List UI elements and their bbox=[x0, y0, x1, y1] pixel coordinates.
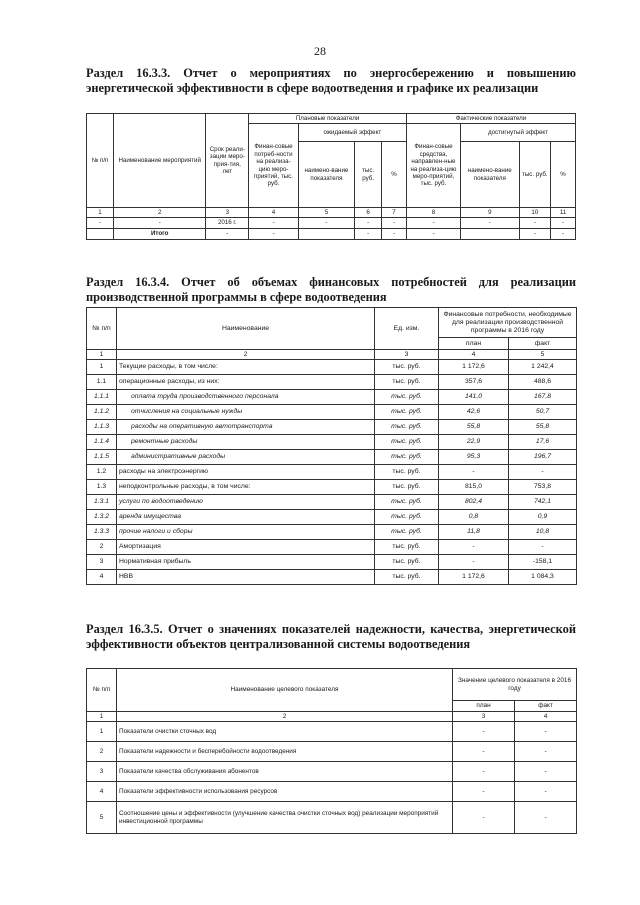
cell: - bbox=[551, 218, 576, 229]
row-plan: - bbox=[453, 802, 515, 834]
cell: - bbox=[382, 218, 407, 229]
total-label: Итого bbox=[114, 229, 206, 240]
row-unit: тыс. руб. bbox=[375, 405, 439, 420]
header-num: № п/п bbox=[87, 669, 117, 712]
row-unit: тыс. руб. bbox=[375, 435, 439, 450]
col-number: 2 bbox=[117, 712, 453, 722]
row-num: 1.1.2 bbox=[87, 405, 117, 420]
row-plan: - bbox=[453, 742, 515, 762]
row-name: Показатели надежности и бесперебойности водоотведения bbox=[117, 742, 453, 762]
row-unit: тыс. руб. bbox=[375, 495, 439, 510]
row-fact: -158,1 bbox=[509, 555, 577, 570]
col-number: 4 bbox=[439, 350, 509, 360]
column-numbers-row bbox=[87, 208, 576, 218]
row-unit: тыс. руб. bbox=[375, 450, 439, 465]
row-num: 3 bbox=[87, 555, 117, 570]
column-numbers-row bbox=[87, 712, 577, 722]
header-plan: план bbox=[453, 701, 515, 712]
cell bbox=[461, 229, 520, 240]
section-heading-16-3-4: Раздел 16.3.4. Отчет об объемах финансовых потребностей для реализации производственной программы в сфере водоотведения bbox=[86, 275, 576, 304]
col-number: 5 bbox=[298, 208, 354, 218]
row-plan: 1 172,6 bbox=[439, 570, 509, 585]
row-name: услуги по водоотведению bbox=[117, 495, 375, 510]
table-row bbox=[87, 435, 577, 450]
row-fact: 50,7 bbox=[509, 405, 577, 420]
row-name: Соотношение цены и эффективности (улучшение качества очистки сточных вод) реализации мероприятий инвестиционной программы bbox=[117, 802, 453, 834]
header-name: Наименование мероприятий bbox=[114, 114, 206, 208]
row-unit: тыс. руб. bbox=[375, 525, 439, 540]
row-name: НВВ bbox=[117, 570, 375, 585]
row-unit: тыс. руб. bbox=[375, 360, 439, 375]
row-unit: тыс. руб. bbox=[375, 390, 439, 405]
cell: - bbox=[519, 218, 551, 229]
col-number: 2 bbox=[117, 350, 375, 360]
section-heading-16-3-3: Раздел 16.3.3. Отчет о мероприятиях по энергосбережению и повышению энергетической эффективности в сфере водоотведения и графике их реализации bbox=[86, 66, 576, 95]
cell: - bbox=[519, 229, 551, 240]
col-number: 1 bbox=[87, 350, 117, 360]
header-ind-name: наимено-вание показателя bbox=[461, 142, 520, 208]
row-plan: 95,3 bbox=[439, 450, 509, 465]
col-number: 11 bbox=[551, 208, 576, 218]
col-number: 3 bbox=[206, 208, 249, 218]
header-thous-rub: тыс. руб. bbox=[355, 142, 382, 208]
table-row bbox=[87, 465, 577, 480]
header-fact: факт bbox=[509, 338, 577, 350]
row-num: 1.3.1 bbox=[87, 495, 117, 510]
header-unit: Ед. изм. bbox=[375, 308, 439, 350]
row-name: Показатели эффективности использования ресурсов bbox=[117, 782, 453, 802]
row-plan: 42,6 bbox=[439, 405, 509, 420]
row-num: 1.1.1 bbox=[87, 390, 117, 405]
row-name: Нормативная прибыль bbox=[117, 555, 375, 570]
col-number: 1 bbox=[87, 712, 117, 722]
row-num: 1 bbox=[87, 360, 117, 375]
row-fact: 10,8 bbox=[509, 525, 577, 540]
row-unit: тыс. руб. bbox=[375, 540, 439, 555]
col-number: 10 bbox=[519, 208, 551, 218]
row-unit: тыс. руб. bbox=[375, 570, 439, 585]
row-plan: 802,4 bbox=[439, 495, 509, 510]
table-row bbox=[87, 722, 577, 742]
header-achieved-effect: достигнутый эффект bbox=[461, 124, 576, 142]
row-num: 1.1.5 bbox=[87, 450, 117, 465]
table-row bbox=[87, 480, 577, 495]
target-indicators-table bbox=[86, 668, 577, 834]
row-fact: 753,8 bbox=[509, 480, 577, 495]
row-fact: 55,8 bbox=[509, 420, 577, 435]
table-row bbox=[87, 742, 577, 762]
cell: - bbox=[406, 229, 460, 240]
table-row bbox=[87, 762, 577, 782]
header-expected-effect: ожидаемый эффект bbox=[298, 124, 406, 142]
row-num: 1.1.3 bbox=[87, 420, 117, 435]
row-name: расходы на электроэнергию bbox=[117, 465, 375, 480]
col-number: 4 bbox=[515, 712, 577, 722]
table-row bbox=[87, 570, 577, 585]
cell: - bbox=[355, 229, 382, 240]
cell: - bbox=[355, 218, 382, 229]
table-row bbox=[87, 420, 577, 435]
header-num: № п/п bbox=[87, 308, 117, 350]
table-row bbox=[87, 375, 577, 390]
row-fact: 742,1 bbox=[509, 495, 577, 510]
table-row bbox=[87, 390, 577, 405]
row-name: оплата труда производственного персонала bbox=[117, 390, 375, 405]
header-percent: % bbox=[382, 142, 407, 208]
row-fact: - bbox=[509, 465, 577, 480]
cell: - bbox=[87, 218, 114, 229]
table-row bbox=[87, 360, 577, 375]
cell: 2016 г. bbox=[206, 218, 249, 229]
table-row bbox=[87, 555, 577, 570]
header-value: Значение целевого показателя в 2016 году bbox=[453, 669, 577, 701]
row-plan: 357,6 bbox=[439, 375, 509, 390]
row-num: 5 bbox=[87, 802, 117, 834]
row-num: 3 bbox=[87, 762, 117, 782]
header-percent: % bbox=[551, 142, 576, 208]
header-fact: факт bbox=[515, 701, 577, 712]
cell: - bbox=[382, 229, 407, 240]
row-unit: тыс. руб. bbox=[375, 465, 439, 480]
financial-needs-table bbox=[86, 307, 577, 585]
table-row bbox=[87, 802, 577, 834]
row-name: прочие налоги и сборы bbox=[117, 525, 375, 540]
col-number: 1 bbox=[87, 208, 114, 218]
row-plan: - bbox=[453, 782, 515, 802]
col-number: 7 bbox=[382, 208, 407, 218]
table-row bbox=[87, 450, 577, 465]
row-name: операционные расходы, из них: bbox=[117, 375, 375, 390]
section-heading-16-3-5: Раздел 16.3.5. Отчет о значениях показателей надежности, качества, энергетической эффективности объектов централизованной системы водоотведения bbox=[86, 622, 576, 651]
row-unit: тыс. руб. bbox=[375, 510, 439, 525]
header-plan: план bbox=[439, 338, 509, 350]
cell: - bbox=[461, 218, 520, 229]
row-plan: 141,0 bbox=[439, 390, 509, 405]
row-fact: - bbox=[509, 540, 577, 555]
row-name: Показатели качества обслуживания абонентов bbox=[117, 762, 453, 782]
row-name: Показатели очистки сточных вод bbox=[117, 722, 453, 742]
row-plan: - bbox=[439, 540, 509, 555]
cell: - bbox=[206, 229, 249, 240]
row-num: 1.3 bbox=[87, 480, 117, 495]
header-fact-group: Фактические показатели bbox=[406, 114, 575, 124]
row-name: Текущие расходы, в том числе: bbox=[117, 360, 375, 375]
row-fact: - bbox=[515, 722, 577, 742]
col-number: 5 bbox=[509, 350, 577, 360]
row-name: ремонтные расходы bbox=[117, 435, 375, 450]
row-num: 1.3.3 bbox=[87, 525, 117, 540]
header-plan-fin: Финан-совые потреб-ности на реализа-цию меро-приятий, тыс. руб. bbox=[249, 124, 299, 208]
row-name: отчисления на социальные нужды bbox=[117, 405, 375, 420]
cell bbox=[87, 229, 114, 240]
row-name: Амортизация bbox=[117, 540, 375, 555]
row-fact: 0,9 bbox=[509, 510, 577, 525]
row-num: 1.2 bbox=[87, 465, 117, 480]
row-name: административные расходы bbox=[117, 450, 375, 465]
row-unit: тыс. руб. bbox=[375, 375, 439, 390]
col-number: 4 bbox=[249, 208, 299, 218]
row-num: 1.1 bbox=[87, 375, 117, 390]
header-name: Наименование bbox=[117, 308, 375, 350]
row-plan: - bbox=[453, 722, 515, 742]
col-number: 3 bbox=[375, 350, 439, 360]
row-plan: 0,8 bbox=[439, 510, 509, 525]
row-num: 1.1.4 bbox=[87, 435, 117, 450]
column-numbers-row bbox=[87, 350, 577, 360]
header-name: Наименование целевого показателя bbox=[117, 669, 453, 712]
row-fact: - bbox=[515, 762, 577, 782]
row-fact: - bbox=[515, 782, 577, 802]
cell: - bbox=[406, 218, 460, 229]
header-plan-group: Плановые показатели bbox=[249, 114, 407, 124]
row-name: расходы на оперативную автотранспорта bbox=[117, 420, 375, 435]
table-row bbox=[87, 218, 576, 229]
energy-saving-measures-table bbox=[86, 113, 576, 240]
row-fact: 196,7 bbox=[509, 450, 577, 465]
row-plan: - bbox=[439, 465, 509, 480]
row-num: 1.3.2 bbox=[87, 510, 117, 525]
col-number: 2 bbox=[114, 208, 206, 218]
row-fact: - bbox=[515, 802, 577, 834]
row-num: 2 bbox=[87, 540, 117, 555]
page-number: 28 bbox=[314, 44, 326, 58]
row-plan: 55,8 bbox=[439, 420, 509, 435]
row-num: 1 bbox=[87, 722, 117, 742]
col-number: 9 bbox=[461, 208, 520, 218]
row-fact: 488,6 bbox=[509, 375, 577, 390]
table-row bbox=[87, 782, 577, 802]
table-row bbox=[87, 525, 577, 540]
table-row bbox=[87, 540, 577, 555]
row-num: 4 bbox=[87, 570, 117, 585]
col-number: 8 bbox=[406, 208, 460, 218]
row-fact: 1 242,4 bbox=[509, 360, 577, 375]
header-fact-fin: Финан-совые средства, направлен-ные на реализа-цию меро-приятий, тыс. руб. bbox=[406, 124, 460, 208]
cell bbox=[298, 229, 354, 240]
table-row bbox=[87, 405, 577, 420]
cell: - bbox=[249, 229, 299, 240]
row-plan: 22,9 bbox=[439, 435, 509, 450]
row-num: 4 bbox=[87, 782, 117, 802]
cell: - bbox=[298, 218, 354, 229]
row-plan: - bbox=[439, 555, 509, 570]
row-plan: 11,8 bbox=[439, 525, 509, 540]
row-fact: 167,8 bbox=[509, 390, 577, 405]
table-row bbox=[87, 495, 577, 510]
header-ind-name: наимено-вание показателя bbox=[298, 142, 354, 208]
col-number: 3 bbox=[453, 712, 515, 722]
header-thous-rub: тыс. руб. bbox=[519, 142, 551, 208]
row-num: 2 bbox=[87, 742, 117, 762]
row-name: неподконтрольные расходы, в том числе: bbox=[117, 480, 375, 495]
total-row bbox=[87, 229, 576, 240]
cell: - bbox=[114, 218, 206, 229]
row-unit: тыс. руб. bbox=[375, 555, 439, 570]
row-plan: 1 172,6 bbox=[439, 360, 509, 375]
header-num: № п/п bbox=[87, 114, 114, 208]
row-fact: - bbox=[515, 742, 577, 762]
cell: - bbox=[551, 229, 576, 240]
row-unit: тыс. руб. bbox=[375, 420, 439, 435]
col-number: 6 bbox=[355, 208, 382, 218]
row-fact: 1 084,3 bbox=[509, 570, 577, 585]
cell: - bbox=[249, 218, 299, 229]
header-term: Срок реали-зации меро-прия-тия, лет bbox=[206, 114, 249, 208]
header-fin-needs: Финансовые потребности, необходимые для реализации производственной программы в 2016 году bbox=[439, 308, 577, 338]
row-plan: - bbox=[453, 762, 515, 782]
row-fact: 17,6 bbox=[509, 435, 577, 450]
row-name: аренда имущества bbox=[117, 510, 375, 525]
table-row bbox=[87, 510, 577, 525]
row-unit: тыс. руб. bbox=[375, 480, 439, 495]
row-plan: 815,0 bbox=[439, 480, 509, 495]
